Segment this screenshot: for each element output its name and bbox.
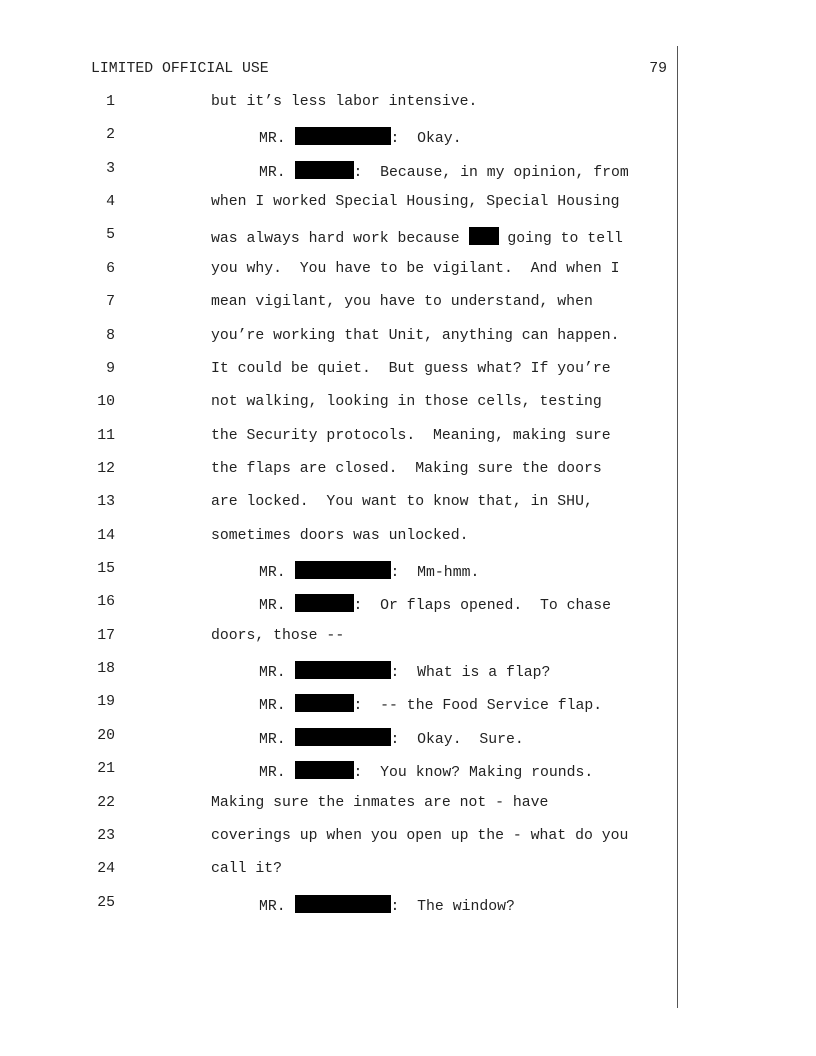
line-text <box>259 728 524 748</box>
transcript-line <box>0 761 680 781</box>
line-segment: when I worked Special Housing, Special Housing <box>211 194 620 211</box>
line-number: 22 <box>97 794 115 811</box>
transcript-line <box>0 795 680 815</box>
header-classification: LIMITED OFFICIAL USE <box>91 61 269 77</box>
redaction-box <box>295 594 354 612</box>
line-number: 8 <box>106 327 115 344</box>
line-text <box>259 694 602 714</box>
line-segment: : You know? Making rounds. <box>353 765 594 782</box>
line-segment: : Okay. Sure. <box>390 731 524 748</box>
transcript-line <box>0 461 680 481</box>
line-segment: but it’s less labor intensive. <box>211 94 478 110</box>
line-number: 6 <box>106 260 115 277</box>
transcript-line <box>0 428 680 448</box>
line-number: 13 <box>97 494 115 511</box>
line-text <box>259 895 515 915</box>
line-segment: : What is a flap? <box>390 665 551 682</box>
transcript-line <box>0 661 680 681</box>
transcript-line <box>0 694 680 714</box>
transcript-line <box>0 294 680 314</box>
line-text <box>259 127 462 147</box>
line-number: 15 <box>97 561 115 578</box>
line-segment: : The window? <box>390 898 515 915</box>
transcript-line <box>0 728 680 748</box>
line-segment: MR. <box>259 898 295 915</box>
transcript-line <box>0 127 680 147</box>
transcript-line <box>0 895 680 915</box>
line-segment: MR. <box>259 665 295 682</box>
transcript-line <box>0 394 680 414</box>
line-segment: MR. <box>259 565 295 582</box>
line-number: 20 <box>97 727 115 744</box>
transcript-line <box>0 594 680 614</box>
line-segment: : Okay. <box>390 131 462 148</box>
transcript-line <box>0 528 680 548</box>
transcript-line <box>0 494 680 514</box>
redaction-box <box>295 561 391 579</box>
line-segment: going to tell <box>498 231 623 248</box>
line-number: 12 <box>97 460 115 477</box>
line-text <box>259 561 479 581</box>
line-text <box>211 227 623 247</box>
line-segment: coverings up when you open up the - what do you <box>211 827 629 844</box>
redaction-box <box>295 661 391 679</box>
transcript-line <box>0 194 680 214</box>
line-segment: : Mm-hmm. <box>390 565 480 582</box>
line-segment: was always hard work because <box>211 231 469 248</box>
line-text <box>211 328 619 344</box>
line-number: 18 <box>97 661 115 678</box>
line-text <box>211 294 593 310</box>
line-segment: call it? <box>211 861 283 878</box>
redaction-box <box>469 227 499 245</box>
line-segment: the flaps are closed. Making sure the doors <box>211 460 602 477</box>
line-number: 16 <box>97 594 115 611</box>
line-number: 9 <box>106 360 115 377</box>
line-text <box>211 795 548 811</box>
transcript-line <box>0 628 680 648</box>
line-text <box>211 94 477 110</box>
line-text <box>211 828 628 844</box>
transcript-line <box>0 161 680 181</box>
line-segment: MR. <box>259 131 295 148</box>
line-number: 17 <box>97 627 115 644</box>
line-text <box>259 594 611 614</box>
line-number: 10 <box>97 394 115 411</box>
redaction-box <box>295 761 354 779</box>
redaction-box <box>295 694 354 712</box>
line-number: 24 <box>97 861 115 878</box>
line-segment: MR. <box>259 598 295 615</box>
line-segment: : Or flaps opened. To chase <box>353 598 612 615</box>
line-text <box>259 161 629 181</box>
line-segment: Making sure the inmates are not - have <box>211 794 549 811</box>
line-segment: MR. <box>259 698 295 715</box>
line-text <box>211 361 611 377</box>
line-segment: you’re working that Unit, anything can happen. <box>211 327 620 344</box>
line-text <box>211 428 611 444</box>
line-text <box>211 861 282 877</box>
transcript-line <box>0 261 680 281</box>
transcript-line <box>0 328 680 348</box>
line-segment: doors, those -- <box>211 627 345 644</box>
transcript-line <box>0 227 680 247</box>
transcript-line <box>0 94 680 114</box>
line-number: 23 <box>97 827 115 844</box>
redaction-box <box>295 161 354 179</box>
line-number: 21 <box>97 761 115 778</box>
line-number: 7 <box>106 294 115 311</box>
redaction-box <box>295 127 391 145</box>
line-segment: are locked. You want to know that, in SHU, <box>211 494 593 511</box>
line-segment: MR. <box>259 731 295 748</box>
redaction-box <box>295 895 391 913</box>
transcript-line <box>0 828 680 848</box>
redaction-box <box>295 728 391 746</box>
line-number: 3 <box>106 160 115 177</box>
line-text <box>211 628 344 644</box>
line-text <box>211 528 469 544</box>
line-segment: you why. You have to be vigilant. And when I <box>211 260 620 277</box>
line-number: 11 <box>97 427 115 444</box>
line-number: 14 <box>97 527 115 544</box>
transcript-line <box>0 861 680 881</box>
line-text <box>259 761 593 781</box>
line-segment: MR. <box>259 765 295 782</box>
line-number: 2 <box>106 127 115 144</box>
line-segment: not walking, looking in those cells, testing <box>211 394 602 411</box>
line-text <box>259 661 550 681</box>
line-segment: MR. <box>259 164 295 181</box>
line-number: 5 <box>106 227 115 244</box>
line-segment: sometimes doors was unlocked. <box>211 527 469 544</box>
line-segment: the Security protocols. Meaning, making sure <box>211 427 611 444</box>
line-text <box>211 394 602 410</box>
line-segment: mean vigilant, you have to understand, when <box>211 294 593 311</box>
line-segment: It could be quiet. But guess what? If you’re <box>211 360 611 377</box>
line-number: 1 <box>106 94 115 110</box>
page-number: 79 <box>649 61 667 77</box>
line-number: 19 <box>97 694 115 711</box>
line-text <box>211 261 619 277</box>
line-segment: : Because, in my opinion, from <box>353 164 629 181</box>
line-number: 4 <box>106 194 115 211</box>
transcript-line <box>0 561 680 581</box>
line-segment: : -- the Food Service flap. <box>353 698 603 715</box>
transcript-line <box>0 361 680 381</box>
line-text <box>211 461 602 477</box>
line-number: 25 <box>97 894 115 911</box>
line-text <box>211 194 619 210</box>
line-text <box>211 494 593 510</box>
